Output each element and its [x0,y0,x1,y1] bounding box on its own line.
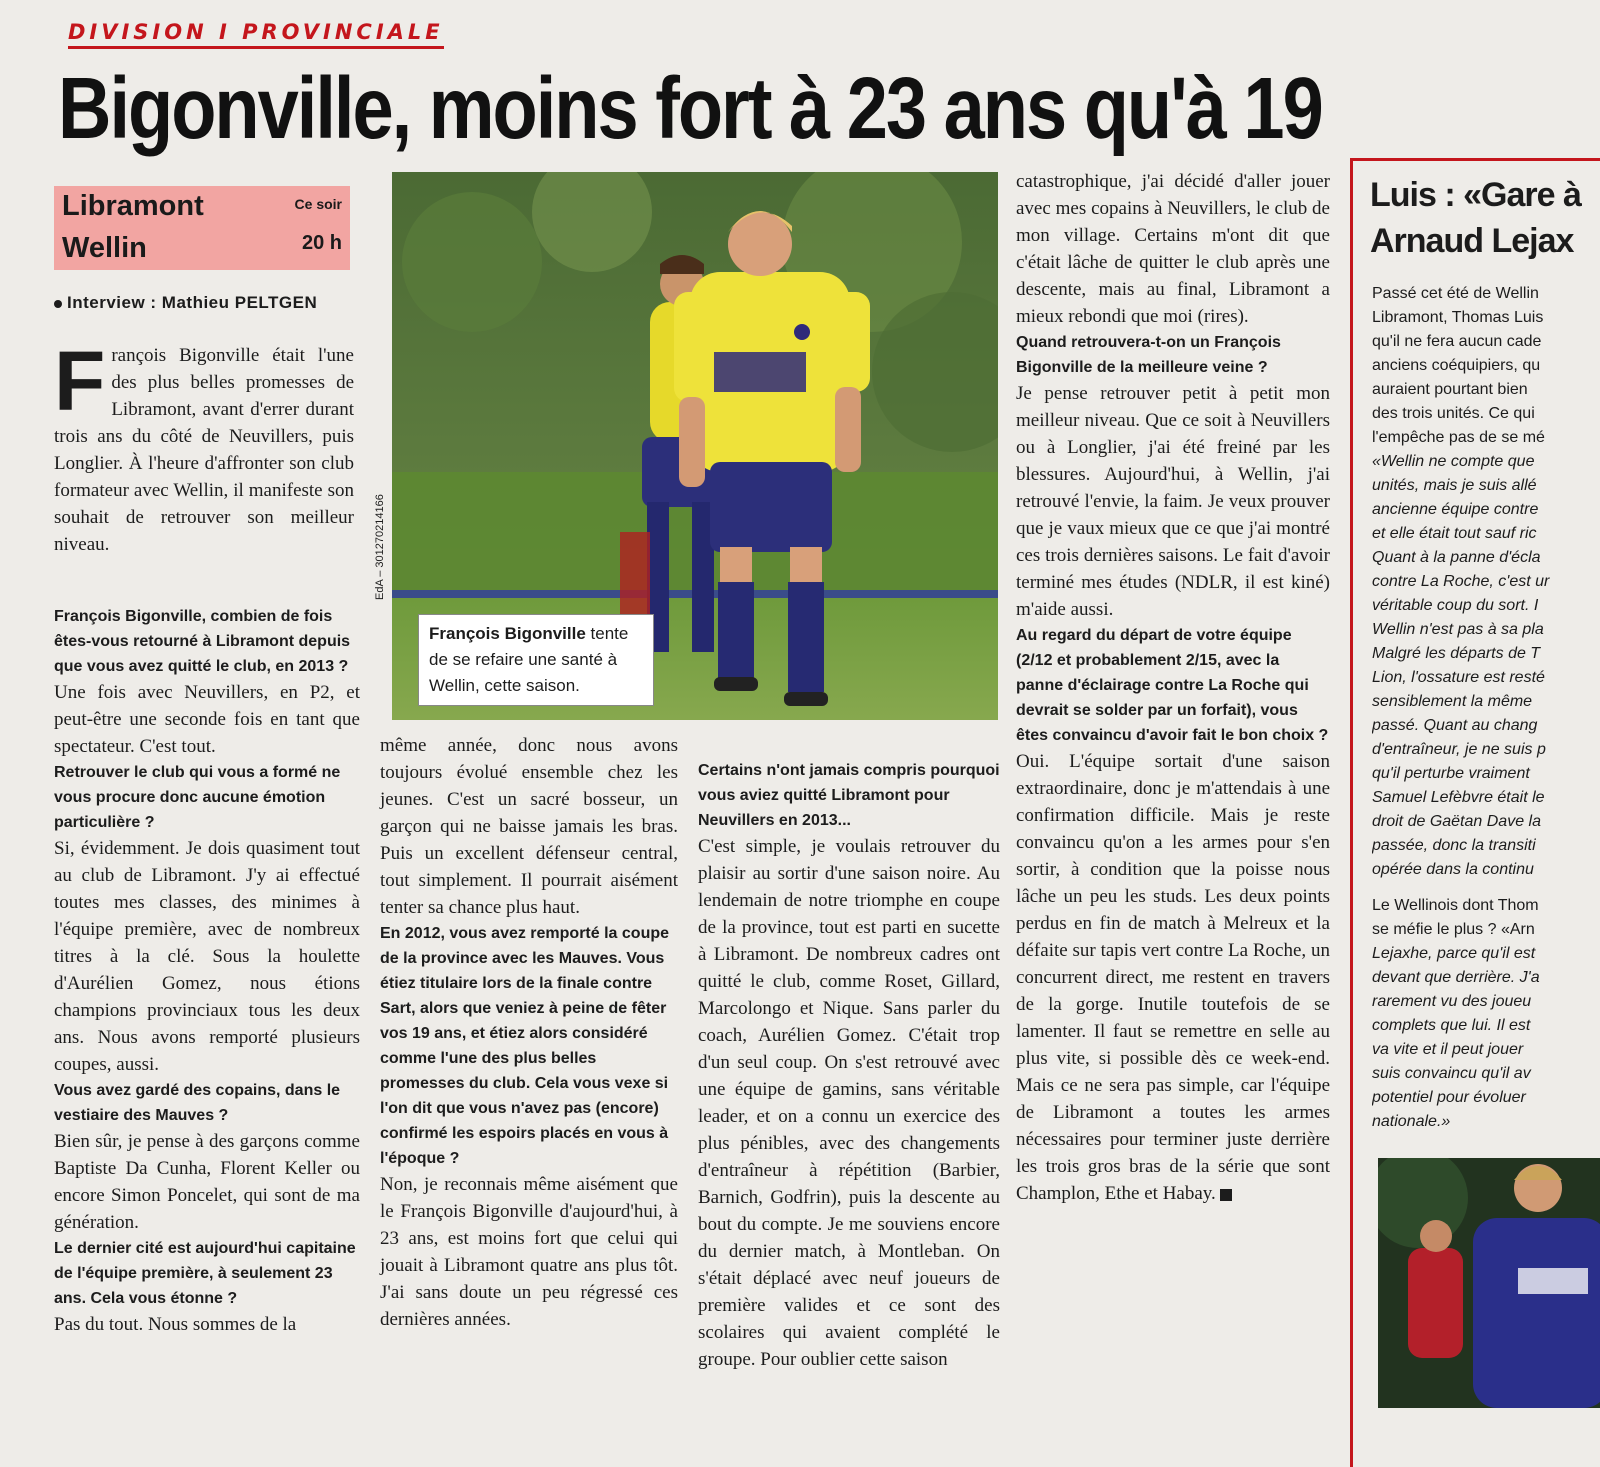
question: Le dernier cité est aujourd'hui capitaine de l'équipe première, à seulement 23 ans. Cela vous étonne ? [54,1240,356,1307]
sidebar-player-image [1378,1158,1600,1408]
answer: même année, donc nous avons toujours évolué ensemble chez les jeunes. C'est un sacré bosseur, un garçon qui ne baisse jamais les bras. Puis un excellent défenseur central, tout simplement. Il pourrait aisément tenter sa chance plus haut. [380,735,678,918]
sidebar-line: et elle était tout sauf ric [1372,525,1537,542]
sidebar-line: d'entraîneur, je ne suis p [1372,741,1546,758]
answer: Bien sûr, je pense à des garçons comme Baptiste Da Cunha, Florent Keller ou encore Simon Poncelet, qui sont de ma génération. [54,1131,360,1233]
column-1 [54,604,360,1338]
sidebar-line: qu'il perturbe vraiment [1372,765,1530,782]
question: François Bigonville, combien de fois êtes-vous retourné à Libramont depuis que vous avez quitté le club, en 2013 ? [54,608,351,675]
photo-caption [418,614,654,706]
sidebar-line: sensiblement la même [1372,693,1533,710]
answer: Si, évidemment. Je dois quasiment tout au club de Libramont. J'y ai effectué toutes mes classes, des minimes à l'équipe première, avec de nombreux titres à la clé. Sous la houlette d'Aurélien Gomez, nous étions champions provinciaux tous les deux ans. Nous avons remporté plusieurs coupes, aussi. [54,838,360,1075]
question: Quand retrouvera-t-on un François Bigonville de la meilleure veine ? [1016,334,1281,376]
match-time: 20 h [301,232,342,254]
sidebar-line: Malgré les départs de T [1372,645,1541,662]
bullet-icon [54,300,62,308]
away-team: Wellin [62,232,147,264]
sidebar-line: rarement vu des joueu [1372,993,1532,1010]
question: Certains n'ont jamais compris pourquoi vous aviez quitté Libramont pour Neuvillers en 2013... [698,762,1000,829]
answer: catastrophique, j'ai décidé d'aller jouer avec mes copains à Neuvillers, le club de mon village. Certains m'ont dit que c'était lâche de quitter le club après une descente, mais au final, Libramont a mieux rebondi que moi (rires). [1016,171,1330,327]
sidebar-line: nationale.» [1372,1113,1451,1130]
sidebar-line: Lejaxhe, parce qu'il est [1372,945,1536,962]
sidebar-text [1372,282,1600,1134]
sidebar-line: complets que lui. Il est [1372,1017,1531,1034]
sidebar-title: Luis : «Gare à Arnaud Lejax [1370,176,1581,260]
lead-paragraph [54,334,354,558]
sidebar-line: potentiel pour évoluer [1372,1089,1526,1106]
sidebar-line: se méfie le plus ? «Arn [1372,921,1535,938]
lead-text: rançois Bigonville était l'une des plus belles promesses de Libramont, avant d'errer durant trois ans du côté de Neuvillers, puis Longlier. À l'heure d'affronter son club formateur avec Wellin, il manifeste son souhait de retrouver son meilleur niveau. [54,345,354,555]
question: Vous avez gardé des copains, dans le vestiaire des Mauves ? [54,1082,341,1124]
sidebar-line: anciens coéquipiers, qu [1372,357,1541,374]
end-mark-icon [1220,1189,1232,1201]
sidebar-line: Quant à la panne d'écla [1372,549,1541,566]
sidebar-line: droit de Gaëtan Dave la [1372,813,1541,830]
caption-name: François Bigonville [429,624,586,643]
sidebar-line [1372,882,1600,894]
answer: Oui. L'équipe sortait d'une saison extraordinaire, donc je m'attendais à une confirmation difficile. Mais je reste convaincu qu'on a les armes pour s'en sortir, à condition que la poisse nous lâche un peu les studs. Les deux points perdus en fin de match à Melreux et la défaite sur tapis vert contre La Roche, un concurrent direct, me restent en travers de la gorge. Inutile toutefois de se lamenter. Il faut se remettre en selle au plus vite, si possible dès ce week-end. Mais ce ne sera pas simple, car l'équipe de Libramont a toutes les armes nécessaires pour terminer juste derrière les trois gros bras de la série que sont Champlon, Ethe et Habay. [1016,751,1330,1204]
match-box [54,186,350,270]
question: En 2012, vous avez remporté la coupe de la province avec les Mauves. Vous étiez titulaire lors de la finale contre Sart, alors que veniez à peine de fêter vos 19 ans, et étiez alors considéré comme l'une des plus belles promesses du club. Cela vous vexe si l'on dit que vous n'avez pas (encore) confirmé les espoirs placés en vous à l'époque ? [380,925,670,1167]
byline: Interview : Mathieu PELTGEN [54,293,317,313]
answer: C'est simple, je voulais retrouver du plaisir au sortir d'une saison noire. Au lendemain de notre triomphe en coupe de la province, tout est parti en sucette à Libramont. De nombreux cadres ont quitté le club, comme Roset, Gillard, Marcolongo et Nique. Sans parler du coach, Aurélien Gomez. C'était trop d'un seul coup. On s'est retrouvé avec une équipe de gamins, sans véritable leader, et on a connu un exercice des plus pénibles, avec des changements d'entraîneur à répétition (Barbier, Barnich, Godfrin), puis la descente au bout du compte. Je me souviens encore du dernier match, à Montleban. On s'était déplacé avec neuf joueurs de première valides et ce sont des scolaires qui avaient complété le groupe. Pour oublier cette saison [698,836,1000,1370]
sidebar-line: va vite et il peut jouer [1372,1041,1524,1058]
sidebar-line: véritable coup du sort. I [1372,597,1539,614]
sidebar-line: passée, donc la transiti [1372,837,1536,854]
question: Retrouver le club qui vous a formé ne vous procure donc aucune émotion particulière ? [54,764,341,831]
match-day: Ce soir [294,196,342,212]
sidebar-line: Samuel Lefèbvre était le [1372,789,1545,806]
sidebar-line: unités, mais je suis allé [1372,477,1537,494]
question: Au regard du départ de votre équipe (2/12 et probablement 2/15, avec la panne d'éclairage contre La Roche qui devrait se solder par un forfait), vous êtes convaincu d'avoir fait le bon choix ? [1016,627,1329,744]
sidebar-line: auraient pourtant bien [1372,381,1528,398]
sidebar-line: qu'il ne fera aucun cade [1372,333,1542,350]
answer: Non, je reconnais même aisément que le François Bigonville d'aujourd'hui, à 23 ans, est moins fort que celui qui jouait à Libramont quatre ans plus tôt. J'ai sans doute un peu régressé ces dernières années. [380,1174,678,1330]
column-3 [698,758,1000,1373]
sidebar-line: ancienne équipe contre [1372,501,1539,518]
sidebar-line: passé. Quant au chang [1372,717,1538,734]
caption-text: tente de se refaire une santé à Wellin, cette saison. [429,624,629,695]
sidebar-line: Libramont, Thomas Luis [1372,309,1544,326]
photo-credit: EdA – 301270214166 [374,494,386,600]
sidebar-line: Wellin n'est pas à sa pla [1372,621,1544,638]
sidebar-line: opérée dans la continu [1372,861,1534,878]
sidebar-line: «Wellin ne compte que [1372,453,1535,470]
sidebar-line: contre La Roche, c'est ur [1372,573,1550,590]
column-4 [1016,168,1330,1207]
sidebar-line: devant que derrière. J'a [1372,969,1540,986]
sidebar-line: suis convaincu qu'il av [1372,1065,1531,1082]
sidebar-line: Lion, l'ossature est resté [1372,669,1545,686]
sidebar-line: l'empêche pas de se mé [1372,429,1545,446]
sidebar-line: Le Wellinois dont Thom [1372,897,1539,914]
sidebar-line: des trois unités. Ce qui [1372,405,1535,422]
section-kicker: DIVISION I PROVINCIALE [68,20,444,49]
answer: Je pense retrouver petit à petit mon meilleur niveau. Que ce soit à Neuvillers ou à Longlier, j'ai été freiné par les blessures. Aujourd'hui, à Wellin, j'ai retrouvé l'envie, la faim. Je veux prouver que je vaux mieux que ce que j'ai montré ces trois dernières saisons. Le fait d'avoir terminé mes études (NDLR, il est kiné) m'aide aussi. [1016,383,1330,620]
headline: Bigonville, moins fort à 23 ans qu'à 19 [58,59,1322,158]
sidebar-photo [1378,1158,1600,1408]
column-2 [380,732,678,1333]
drop-cap: F [54,334,106,428]
answer: Pas du tout. Nous sommes de la [54,1314,297,1335]
sidebar-line: Passé cet été de Wellin [1372,285,1539,302]
home-team: Libramont [62,190,204,222]
answer: Une fois avec Neuvillers, en P2, et peut-être une seconde fois en tant que spectateur. C'est tout. [54,682,360,757]
